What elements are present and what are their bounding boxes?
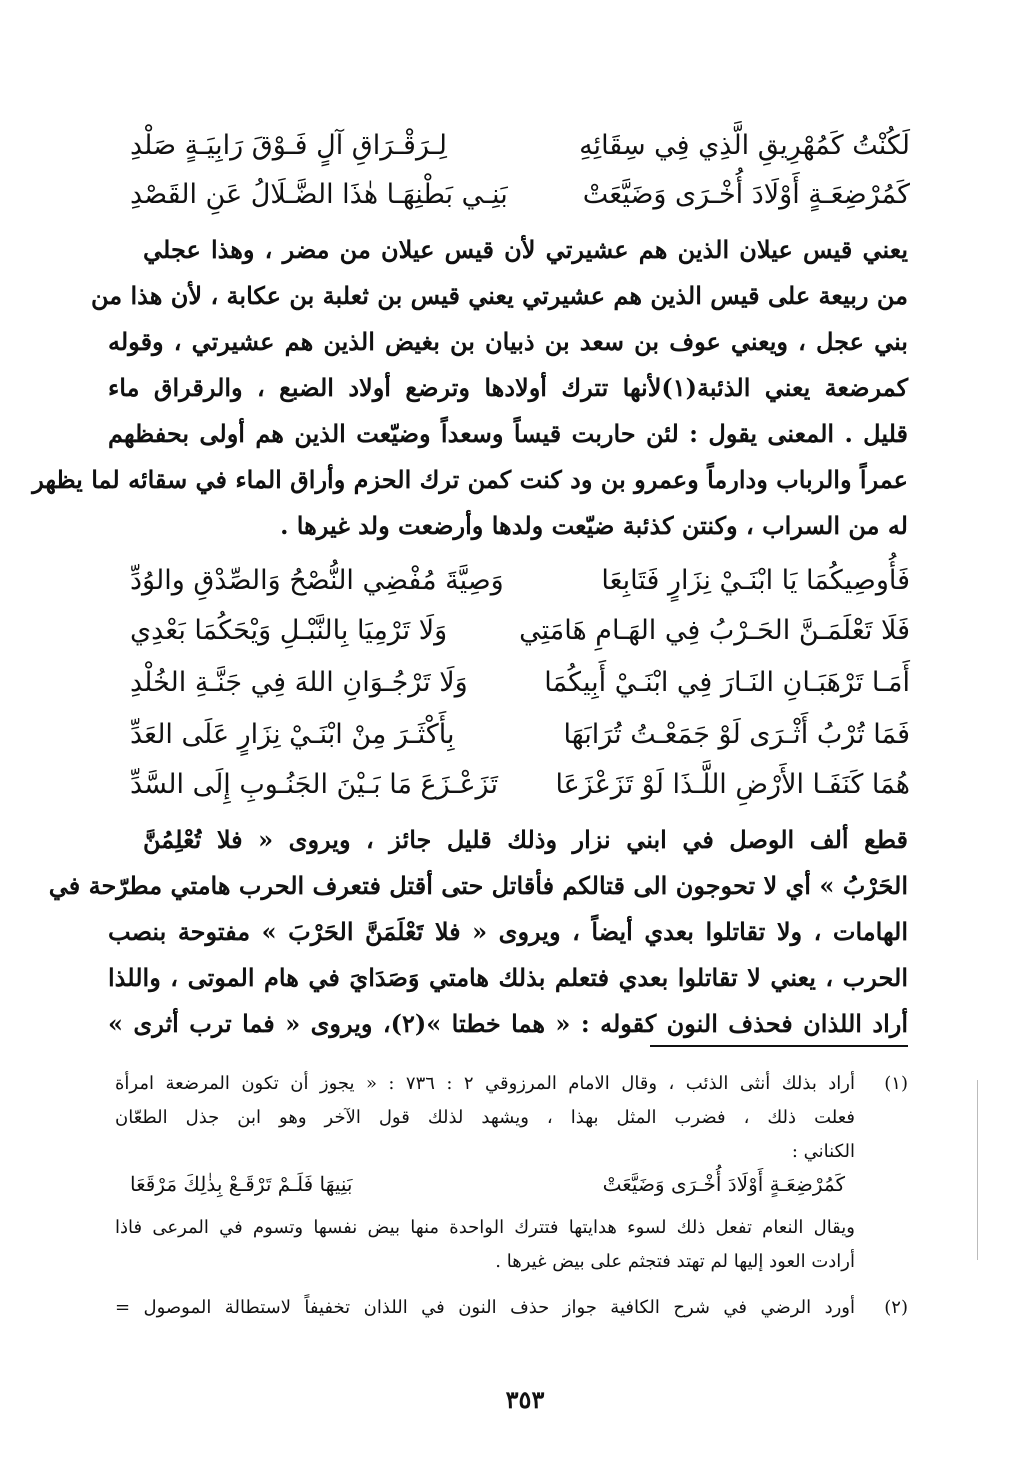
verse-line: [130, 712, 910, 756]
commentary-line: قطع ألف الوصل في ابني نزار وذلك قليل جائز ، ويروى « فلا تُعْلِمُنَّ: [143, 825, 908, 854]
footnote-line: أورد الرضي في شرح الكافية جواز حذف النون في اللذان تخفيفاً لاستطالة الموصول =: [115, 1297, 855, 1318]
margin-line: [977, 1080, 978, 1260]
commentary-line: من ربيعة على قيس الذين هم عشيرتي يعني قيس بن ثعلبة بن عكابة ، لأن هذا من: [91, 281, 908, 310]
verse-hemistich-second: وَلَا تَرْجُـوَانِ اللهَ فِي جَنَّـةِ الخُلْدِ: [130, 666, 468, 698]
verse-hemistich-first: لَكُنْتُ كَمُهْرِيقِ الَّذِي فِي سِقَائِهِ: [579, 129, 910, 161]
commentary-line: أراد اللذان فحذف النون كقوله : « هما خطتا »(٢)، ويروى « فما ترب أثرى »: [108, 1009, 909, 1038]
commentary-line: الهامات ، ولا تقاتلوا بعدي أيضاً ، ويروى « فلا تَعْلَمَنَّ الحَرْبَ » مفتوحة بنصب: [108, 917, 908, 946]
verse-line: [130, 608, 910, 652]
footnote-separator: [650, 1045, 908, 1047]
verse-line: [130, 172, 910, 216]
commentary-line: الحرب ، يعني لا تقاتلوا بعدي فتعلم بذلك هامتي وَصَدَايَ في هام الموتى ، واللذا: [108, 963, 908, 992]
verse-hemistich-first: فَأُوصِيكُمَا يَا ابْنَـيْ نِزَارٍ فَتَابِعَا: [601, 564, 910, 596]
commentary-line: قليل . المعنى يقول : لئن حاربت قيساً وسعداً وضيّعت الذين هم أولى بحفظهم: [108, 419, 908, 448]
footnote-line: ويقال النعام تفعل ذلك لسوء هدايتها فتترك الواحدة منها بيض نفسها وتسوم في المرعى فاذا: [115, 1217, 855, 1238]
footnote-line: أراد بذلك أنثى الذئب ، وقال الامام المرزوقي ٢ : ٧٣٦ : « يجوز أن تكون المرضعة امرأة: [115, 1073, 855, 1094]
commentary-line: عمراً والرباب ودارماً وعمرو بن ود كنت كمن ترك الحزم وأراق الماء في سقائه لما يظهر: [32, 465, 908, 494]
verse-hemistich-first: أَمَـا تَرْهَبَـانِ النَـارَ فِي ابْنَـيْ أَبِيكُمَا: [544, 666, 910, 698]
verse-hemistich-second: بِأَكْثَـرَ مِنْ ابْنَـيْ نِزَارٍ عَلَى العَدِّ: [130, 718, 455, 750]
verse-line: [130, 762, 910, 806]
footnote-line: أرادت العود إليها لم تهتد فتجثم على بيض غيرها .: [495, 1251, 855, 1272]
verse-hemistich-second: لِـرَقْـرَاقِ آلٍ فَـوْقَ رَابِيَـةٍ صَلْدِ: [130, 129, 447, 161]
verse-hemistich-second: وَصِيَّةَ مُفْضِي النُّصْحُ وَالصِّدْقِ والوُدِّ: [130, 564, 504, 596]
verse-hemistich-first: كَمُرْضِعَـةٍ أَوْلَادَ أُخْـرَى وَضَيَّعَتْ: [582, 178, 910, 210]
verse-line: [130, 123, 910, 167]
commentary-line: له من السراب ، وكنتن كذئبة ضيّعت ولدها وأرضعت ولد غيرها .: [280, 511, 908, 540]
verse-line: [130, 660, 910, 704]
verse-hemistich-second: تَزَعْـزَعَ مَا بَـيْنَ الجَنُـوبِ إِلَى السَّدِّ: [130, 768, 498, 800]
verse-hemistich-first: كَمُرْضِعَـةٍ أَوْلَادَ أُخْـرَى وَضَيَّعَتْ: [602, 1172, 845, 1196]
footnote-line: فعلت ذلك ، فضرب المثل بهذا ، ويشهد لذلك قول الآخر وهو ابن جذل الطعّان: [115, 1107, 855, 1128]
footnote-line: الكناني :: [791, 1141, 855, 1162]
verse-hemistich-second: بَنِـي بَطْنِهَـا هٰذَا الضَّـلَالُ عَنِ القَصْدِ: [130, 178, 508, 210]
commentary-line: الحَرْبُ » أي لا تحوجون الى قتالكم فأقاتل حتى أقتل فتعرف الحرب هامتي مطرّحة في: [48, 871, 908, 900]
commentary-line: يعني قيس عيلان الذين هم عشيرتي لأن قيس عيلان من مضر ، وهذا عجلي: [143, 235, 908, 264]
verse-line: [130, 558, 910, 602]
verse-hemistich-first: فَلَا تَعْلَمَـنَّ الحَـرْبُ فِي الهَـامِ هَامَتِي: [519, 614, 910, 646]
verse-hemistich-first: فَمَا تُرْبُ أَثْـرَى لَوْ جَمَعْـتُ تُرَابَهَا: [563, 718, 910, 750]
page-number: ٣٥٣: [505, 1385, 545, 1414]
footnote-verse: [130, 1172, 845, 1206]
verse-hemistich-first: هُمَا كَنَفَـا الأَرْضِ اللَّـذَا لَوْ تَزَعْزَعَا: [555, 768, 910, 800]
commentary-line: بني عجل ، ويعني عوف بن سعد بن ذبيان بن بغيض الذين هم عشيرتي ، وقوله: [108, 327, 908, 356]
verse-hemistich-second: بَنِيهَا فَلَـمْ تَرْقَـعْ بِذٰلِكَ مَرْقَعَا: [130, 1172, 353, 1196]
commentary-line: كمرضعة يعني الذئبة(١)لأنها تترك أولادها وترضع أولاد الضبع ، والرقراق ماء: [108, 373, 908, 402]
footnote-number: (١): [884, 1073, 908, 1094]
footnote-number: (٢): [884, 1297, 908, 1318]
verse-hemistich-second: وَلَا تَرْمِيَا بِالنَّبْـلِ وَيْحَكُمَا بَعْدِي: [130, 614, 448, 646]
